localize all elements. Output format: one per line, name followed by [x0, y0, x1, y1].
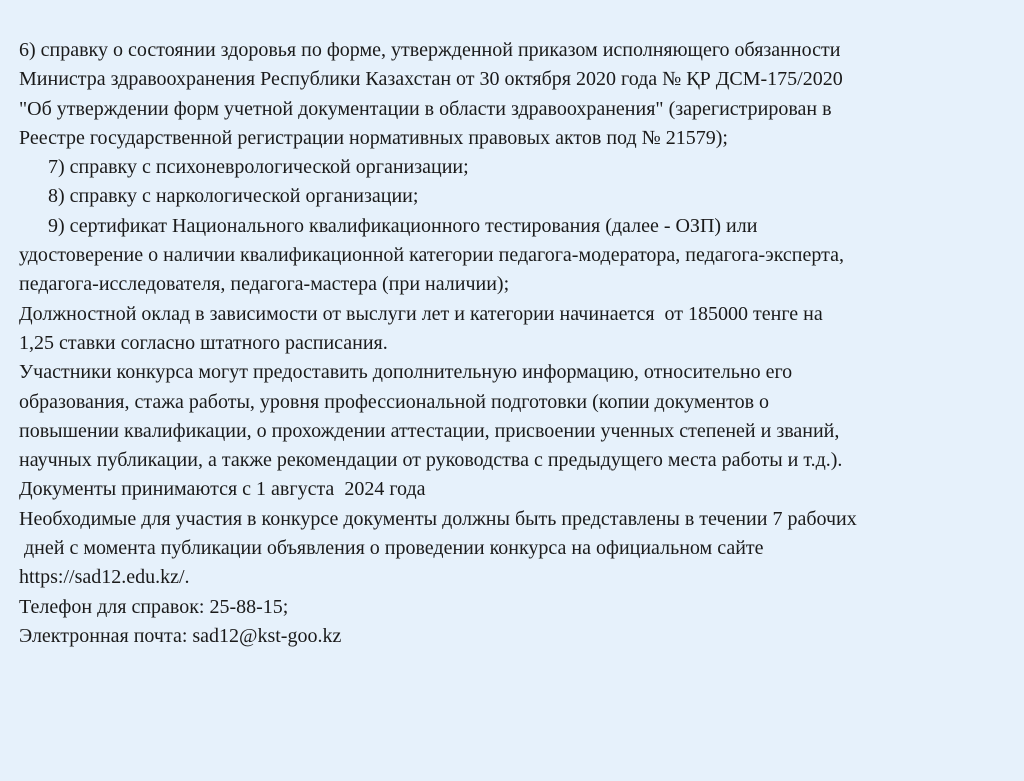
doc-line-extra-info-a: Участники конкурса могут предоставить дополнительную информацию, относительно его [19, 361, 793, 384]
doc-line-deadline-b: дней с момента публикации объявления о проведении конкурса на официальном сайте [19, 537, 764, 560]
doc-line-extra-info-c: повышении квалификации, о прохождении аттестации, присвоении ученных степеней и званий, [19, 419, 840, 442]
doc-line-item6-b: Министра здравоохранения Республики Казахстан от 30 октября 2020 года № ҚР ДСМ-175/2020 [19, 68, 843, 91]
doc-line-acceptance-date: Документы принимаются с 1 августа 2024 года [19, 478, 426, 501]
doc-line-phone: Телефон для справок: 25-88-15; [19, 595, 289, 618]
doc-line-item6-c: "Об утверждении форм учетной документации в области здравоохранения" (зарегистрирован в [19, 97, 832, 120]
doc-line-salary-b: 1,25 ставки согласно штатного расписания. [19, 331, 388, 354]
doc-line-item9-a: 9) сертификат Национального квалификационного тестирования (далее - ОЗП) или [48, 214, 758, 237]
doc-line-website: https://sad12.edu.kz/. [19, 566, 190, 589]
doc-line-extra-info-b: образования, стажа работы, уровня профессиональной подготовки (копии документов о [19, 390, 770, 413]
doc-line-deadline-a: Необходимые для участия в конкурсе документы должны быть представлены в течении 7 рабочих [19, 507, 857, 530]
doc-line-salary-a: Должностной оклад в зависимости от выслуги лет и категории начинается от 185000 тенге на [19, 302, 823, 325]
doc-line-email: Электронная почта: sad12@kst-goo.kz [19, 624, 342, 647]
doc-line-item6-d: Реестре государственной регистрации нормативных правовых актов под № 21579); [19, 126, 728, 149]
doc-line-item6-a: 6) справку о состоянии здоровья по форме, утвержденной приказом исполняющего обязанности [19, 39, 841, 61]
doc-line-extra-info-d: научных публикации, а также рекомендации от руководства с предыдущего места работы и т.д.). [19, 449, 843, 472]
doc-line-item8: 8) справку с наркологической организации; [48, 185, 419, 208]
doc-line-item9-c: педагога-исследователя, педагога-мастера (при наличии); [19, 273, 510, 296]
doc-line-item7: 7) справку с психоневрологической организации; [48, 156, 469, 179]
doc-line-item9-b: удостоверение о наличии квалификационной категории педагога-модератора, педагога-эксперта, [19, 244, 844, 267]
